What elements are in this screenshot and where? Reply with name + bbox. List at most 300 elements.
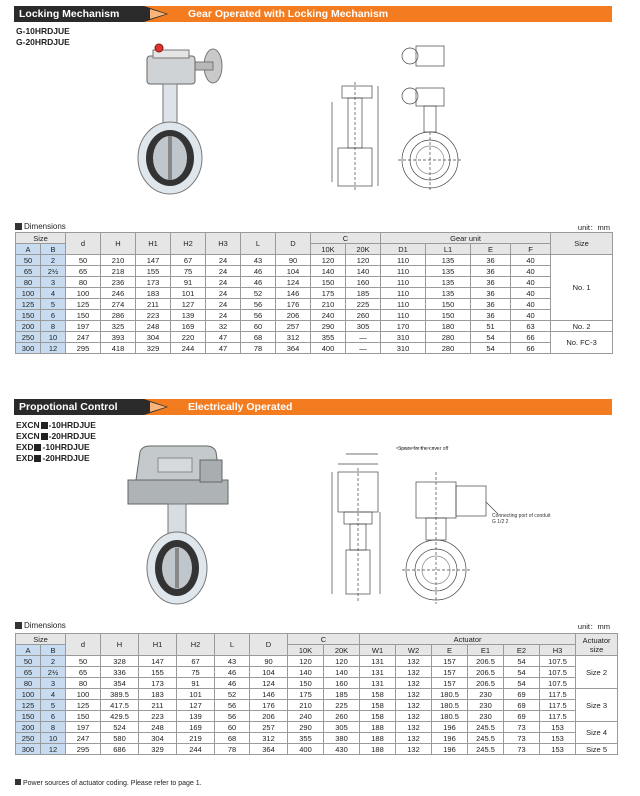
th-f: F [511, 244, 551, 255]
gear-valve-drawing [320, 42, 480, 197]
table-cell: 246 [101, 288, 136, 299]
dimensions-text: Dimensions [24, 222, 66, 231]
table-cell: 54 [504, 656, 540, 667]
code-box-icon [34, 455, 41, 462]
table-cell: 54 [504, 667, 540, 678]
table-cell: 40 [511, 288, 551, 299]
table-cell: 117.5 [540, 700, 576, 711]
section2-unit: unit：mm [577, 622, 610, 631]
table-row [16, 744, 618, 755]
table-cell: 135 [426, 266, 471, 277]
table-cell: 223 [139, 711, 177, 722]
table-cell: 132 [396, 700, 432, 711]
table-cell: 46 [215, 667, 250, 678]
th-10k: 10K [288, 645, 324, 656]
table-cell: 429.5 [101, 711, 139, 722]
table-cell: 24 [206, 266, 241, 277]
table-cell: 355 [311, 332, 346, 343]
table-cell: 197 [66, 722, 101, 733]
size-b-cell: 5 [41, 700, 66, 711]
table-cell: 169 [171, 321, 206, 332]
table-cell: 247 [66, 332, 101, 343]
square-bullet-icon [15, 622, 22, 629]
table-cell: 389.5 [101, 689, 139, 700]
table-cell: 117.5 [540, 711, 576, 722]
table-cell: 329 [139, 744, 177, 755]
table-cell: 67 [177, 656, 215, 667]
diagram-note-cover: Space for the cover off [398, 446, 449, 452]
size-b-cell: 3 [41, 678, 66, 689]
table-cell: 56 [215, 700, 250, 711]
table-cell: 90 [250, 656, 288, 667]
table-cell: 132 [396, 733, 432, 744]
th-e: E [432, 645, 468, 656]
th-l1: L1 [426, 244, 471, 255]
table-cell: 290 [311, 321, 346, 332]
table-cell: 260 [324, 711, 360, 722]
table-cell: 40 [511, 277, 551, 288]
table-cell: 135 [426, 288, 471, 299]
table-cell: 393 [101, 332, 136, 343]
table-cell: 247 [66, 733, 101, 744]
table-cell: 196 [432, 744, 468, 755]
table-cell: 183 [139, 689, 177, 700]
model-name: EXD -20HRDJUE [16, 453, 90, 463]
table-row [16, 711, 618, 722]
gear-valve-photo [125, 40, 235, 195]
table-cell: 175 [288, 689, 324, 700]
table-cell: 73 [504, 744, 540, 755]
table-row [16, 678, 618, 689]
table-cell: 158 [360, 700, 396, 711]
table-cell: 132 [396, 711, 432, 722]
table-row [16, 656, 618, 667]
size-b-cell: 2 [41, 255, 66, 266]
section1-models [16, 26, 70, 48]
table-cell: 80 [66, 277, 101, 288]
size-b-cell: 12 [41, 744, 66, 755]
table-cell: 120 [324, 656, 360, 667]
table-cell: 56 [241, 310, 276, 321]
code-box-icon [34, 444, 41, 451]
table-cell: 140 [311, 266, 346, 277]
section1-dimensions-table [15, 232, 613, 354]
table-cell: 257 [250, 722, 288, 733]
size-b-cell: 2½ [41, 667, 66, 678]
table-cell: 54 [471, 343, 511, 354]
size-a-cell: 100 [16, 288, 41, 299]
table-row [16, 689, 618, 700]
table-cell: 160 [324, 678, 360, 689]
table-cell: 69 [504, 689, 540, 700]
table-cell: 101 [177, 689, 215, 700]
table-row [16, 266, 613, 277]
table-cell: 196 [432, 733, 468, 744]
table-cell: 240 [288, 711, 324, 722]
square-bullet-icon [15, 779, 21, 785]
th-a: A [16, 244, 41, 255]
table-cell: 124 [276, 277, 311, 288]
table-cell: 210 [311, 299, 346, 310]
th-l: L [241, 233, 276, 255]
table-cell: 180 [426, 321, 471, 332]
table-cell: 280 [426, 332, 471, 343]
size-a-cell: 80 [16, 277, 41, 288]
table-cell: 139 [177, 711, 215, 722]
table-cell: 24 [206, 310, 241, 321]
table-cell: 225 [346, 299, 381, 310]
table-cell: 78 [241, 343, 276, 354]
size-a-cell: 125 [16, 299, 41, 310]
square-bullet-icon [15, 223, 22, 230]
table-cell: 150 [426, 299, 471, 310]
table-cell: 244 [171, 343, 206, 354]
table-cell: 206.5 [468, 656, 504, 667]
section1-unit: unit：mm [577, 223, 610, 232]
table-cell: 47 [206, 343, 241, 354]
table-cell: 206 [250, 711, 288, 722]
size-group-cell: No. 1 [551, 255, 613, 321]
table-cell: 66 [511, 343, 551, 354]
table-cell: 153 [540, 744, 576, 755]
table-cell: 50 [66, 255, 101, 266]
table-cell: 46 [215, 678, 250, 689]
table-cell: 176 [276, 299, 311, 310]
table-cell: 46 [241, 277, 276, 288]
table-cell: 147 [139, 656, 177, 667]
table-cell: 180.5 [432, 689, 468, 700]
table-cell: 210 [101, 255, 136, 266]
table-cell: 110 [381, 266, 426, 277]
th-h3: H3 [540, 645, 576, 656]
table-row [16, 343, 613, 354]
size-b-cell: 6 [41, 310, 66, 321]
table-cell: 310 [381, 332, 426, 343]
th-10k: 10K [311, 244, 346, 255]
table-cell: 110 [381, 310, 426, 321]
table-row [16, 310, 613, 321]
th-D: D [276, 233, 311, 255]
size-a-cell: 65 [16, 266, 41, 277]
table-cell: 329 [136, 343, 171, 354]
table-cell: 40 [511, 299, 551, 310]
table-cell: 160 [346, 277, 381, 288]
size-a-cell: 200 [16, 722, 41, 733]
table-cell: 132 [396, 689, 432, 700]
table-cell: 380 [324, 733, 360, 744]
th-20k: 20K [346, 244, 381, 255]
table-cell: 211 [139, 700, 177, 711]
table-cell: 153 [540, 722, 576, 733]
size-group-cell: Size 4 [576, 722, 618, 744]
table-cell: 240 [311, 310, 346, 321]
table-cell: 150 [288, 678, 324, 689]
table-cell: 336 [101, 667, 139, 678]
table-cell: 180.5 [432, 700, 468, 711]
table-cell: 206.5 [468, 667, 504, 678]
table-cell: 220 [171, 332, 206, 343]
table-cell: 36 [471, 277, 511, 288]
th-actuator: Actuator [360, 634, 576, 645]
table-cell: 68 [241, 332, 276, 343]
table-cell: 132 [396, 656, 432, 667]
size-a-cell: 200 [16, 321, 41, 332]
table-cell: 132 [396, 667, 432, 678]
table-row [16, 722, 618, 733]
table-cell: 185 [324, 689, 360, 700]
th-D: D [250, 634, 288, 656]
table-cell: 131 [360, 678, 396, 689]
table-cell: 325 [101, 321, 136, 332]
table-cell: 185 [346, 288, 381, 299]
section2-category: Propotional Control [14, 399, 144, 415]
table-cell: 125 [66, 700, 101, 711]
section2-dimensions-table [15, 633, 618, 755]
table-cell: 107.5 [540, 667, 576, 678]
table-cell: 236 [101, 277, 136, 288]
table-cell: 65 [66, 266, 101, 277]
table-cell: 176 [250, 700, 288, 711]
th-h2: H2 [177, 634, 215, 656]
table-cell: 218 [101, 266, 136, 277]
table-cell: 211 [136, 299, 171, 310]
section1-dimensions-label [15, 222, 66, 231]
size-b-cell: 12 [41, 343, 66, 354]
dimensions-text: Dimensions [24, 621, 66, 630]
table-cell: 140 [346, 266, 381, 277]
table-cell: — [346, 332, 381, 343]
table-cell: 364 [276, 343, 311, 354]
th-c: C [288, 634, 360, 645]
table-cell: 400 [288, 744, 324, 755]
table-cell: 127 [171, 299, 206, 310]
table-cell: 73 [504, 722, 540, 733]
th-20k: 20K [324, 645, 360, 656]
footnote: Power sources of actuator coding. Please refer to page 1. [15, 779, 202, 787]
th-h1: H1 [139, 634, 177, 656]
th-h: H [101, 233, 136, 255]
table-row [16, 733, 618, 744]
table-cell: 158 [360, 711, 396, 722]
size-a-cell: 65 [16, 667, 41, 678]
table-cell: 328 [101, 656, 139, 667]
table-cell: 52 [241, 288, 276, 299]
table-cell: 305 [324, 722, 360, 733]
table-cell: 310 [381, 343, 426, 354]
table-cell: 150 [311, 277, 346, 288]
table-cell: 110 [381, 288, 426, 299]
table-cell: 91 [171, 277, 206, 288]
table-cell: 132 [396, 744, 432, 755]
table-cell: 158 [360, 689, 396, 700]
table-cell: 305 [346, 321, 381, 332]
diagram-note-conduit: Connecting port of conduit G 1/2 2 [492, 513, 551, 525]
table-cell: 73 [504, 733, 540, 744]
table-cell: 248 [136, 321, 171, 332]
size-b-cell: 5 [41, 299, 66, 310]
table-cell: 120 [288, 656, 324, 667]
size-b-cell: 4 [41, 288, 66, 299]
model-name: EXCN -10HRDJUE [16, 420, 96, 430]
size-b-cell: 8 [41, 722, 66, 733]
banner-arrow-highlight-icon [150, 402, 166, 412]
table-cell: 101 [171, 288, 206, 299]
size-b-cell: 10 [41, 332, 66, 343]
table-cell: 120 [311, 255, 346, 266]
section2-title: Electrically Operated [188, 401, 293, 413]
size-a-cell: 150 [16, 310, 41, 321]
table-cell: 157 [432, 678, 468, 689]
table-cell: 153 [540, 733, 576, 744]
table-cell: 354 [101, 678, 139, 689]
th-gear-unit: Gear unit [381, 233, 551, 244]
size-b-cell: 4 [41, 689, 66, 700]
table-cell: 248 [139, 722, 177, 733]
table-cell: 40 [511, 266, 551, 277]
table-cell: 580 [101, 733, 139, 744]
section2-models [16, 420, 96, 464]
banner-arrow-highlight-icon [150, 9, 166, 19]
size-group-cell: Size 2 [576, 656, 618, 689]
table-cell: 196 [432, 722, 468, 733]
table-cell: 127 [177, 700, 215, 711]
table-cell: 206 [276, 310, 311, 321]
table-cell: 43 [215, 656, 250, 667]
table-cell: 147 [136, 255, 171, 266]
table-cell: 170 [381, 321, 426, 332]
size-a-cell: 250 [16, 332, 41, 343]
table-cell: 56 [215, 711, 250, 722]
table-cell: 36 [471, 255, 511, 266]
table-cell: 295 [66, 343, 101, 354]
table-cell: 274 [101, 299, 136, 310]
table-cell: 80 [66, 678, 101, 689]
table-cell: 46 [241, 266, 276, 277]
size-group-cell: No. 2 [551, 321, 613, 332]
size-a-cell: 50 [16, 255, 41, 266]
table-cell: 24 [206, 277, 241, 288]
table-row [16, 288, 613, 299]
th-b: B [41, 645, 66, 656]
table-cell: 139 [171, 310, 206, 321]
table-cell: 124 [250, 678, 288, 689]
th-size: Size [16, 233, 66, 244]
table-cell: 107.5 [540, 656, 576, 667]
table-cell: 219 [177, 733, 215, 744]
section1-title: Gear Operated with Locking Mechanism [188, 8, 389, 20]
table-cell: 104 [250, 667, 288, 678]
size-a-cell: 250 [16, 733, 41, 744]
table-cell: 417.5 [101, 700, 139, 711]
table-cell: 173 [139, 678, 177, 689]
size-b-cell: 6 [41, 711, 66, 722]
model-name: EXCN -20HRDJUE [16, 431, 96, 441]
table-cell: 32 [206, 321, 241, 332]
th-b: B [41, 244, 66, 255]
table-cell: 50 [66, 656, 101, 667]
table-cell: 230 [468, 700, 504, 711]
th-actuator-size: Actuator size [576, 634, 618, 656]
table-cell: 245.5 [468, 733, 504, 744]
table-cell: 90 [276, 255, 311, 266]
model-name: EXD -10HRDJUE [16, 442, 90, 452]
table-cell: 245.5 [468, 744, 504, 755]
table-cell: — [346, 343, 381, 354]
table-cell: 418 [101, 343, 136, 354]
th-h3: H3 [206, 233, 241, 255]
table-cell: 36 [471, 288, 511, 299]
size-a-cell: 50 [16, 656, 41, 667]
th-d: d [66, 233, 101, 255]
table-cell: 125 [66, 299, 101, 310]
table-cell: 132 [396, 678, 432, 689]
table-cell: 157 [432, 667, 468, 678]
table-cell: 364 [250, 744, 288, 755]
table-cell: 75 [177, 667, 215, 678]
table-cell: 69 [504, 711, 540, 722]
table-cell: 54 [504, 678, 540, 689]
table-row [16, 321, 613, 332]
table-cell: 24 [206, 255, 241, 266]
model-name: G-20HRDJUE [16, 37, 70, 47]
table-cell: 132 [396, 722, 432, 733]
th-e1: E1 [468, 645, 504, 656]
th-e2: E2 [504, 645, 540, 656]
table-cell: 110 [381, 255, 426, 266]
section2-banner [14, 399, 612, 415]
table-cell: 36 [471, 310, 511, 321]
table-cell: 312 [250, 733, 288, 744]
table-cell: 63 [511, 321, 551, 332]
table-cell: 100 [66, 689, 101, 700]
table-cell: 188 [360, 733, 396, 744]
table-cell: 91 [177, 678, 215, 689]
table-cell: 24 [206, 299, 241, 310]
size-a-cell: 300 [16, 343, 41, 354]
table-cell: 230 [468, 711, 504, 722]
electric-valve-photo [118, 440, 238, 610]
table-cell: 56 [241, 299, 276, 310]
table-cell: 225 [324, 700, 360, 711]
table-cell: 223 [136, 310, 171, 321]
size-b-cell: 8 [41, 321, 66, 332]
table-cell: 180.5 [432, 711, 468, 722]
th-size: Size [16, 634, 66, 645]
table-cell: 686 [101, 744, 139, 755]
table-cell: 169 [177, 722, 215, 733]
size-b-cell: 3 [41, 277, 66, 288]
size-group-cell: Size 5 [576, 744, 618, 755]
table-cell: 286 [101, 310, 136, 321]
table-cell: 155 [139, 667, 177, 678]
th-c: C [311, 233, 381, 244]
table-cell: 173 [136, 277, 171, 288]
table-cell: 47 [206, 332, 241, 343]
table-cell: 40 [511, 310, 551, 321]
section1-banner [14, 6, 612, 22]
table-cell: 66 [511, 332, 551, 343]
th-h2: H2 [171, 233, 206, 255]
table-cell: 100 [66, 288, 101, 299]
table-cell: 75 [171, 266, 206, 277]
table-cell: 52 [215, 689, 250, 700]
table-cell: 257 [276, 321, 311, 332]
table-row [16, 277, 613, 288]
size-a-cell: 100 [16, 689, 41, 700]
model-name: G-10HRDJUE [16, 26, 70, 36]
size-group-cell: No. FC-3 [551, 332, 613, 354]
table-row [16, 667, 618, 678]
